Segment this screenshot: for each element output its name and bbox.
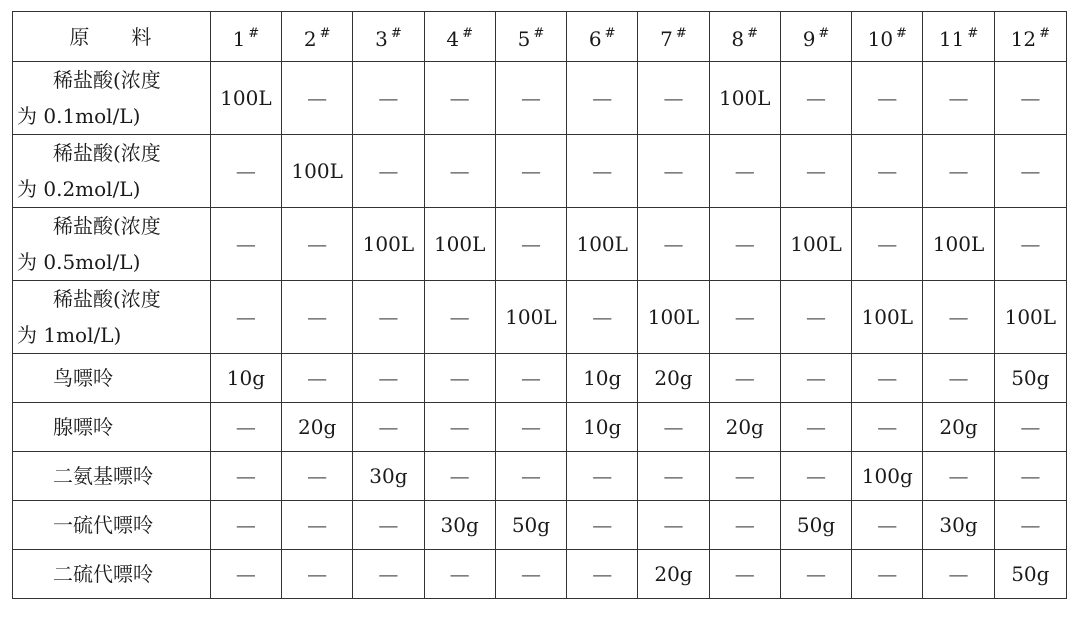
amount-cell: — [353, 403, 424, 452]
amount-cell: — [852, 208, 923, 281]
amount-cell: 20g [638, 550, 709, 599]
amount-cell: — [994, 62, 1066, 135]
amount-cell: — [709, 354, 780, 403]
amount-cell: — [282, 501, 353, 550]
amount-cell: — [567, 135, 638, 208]
amount-cell: — [567, 452, 638, 501]
amount-cell: 20g [709, 403, 780, 452]
amount-cell: 50g [994, 354, 1066, 403]
amount-cell: — [780, 550, 851, 599]
material-name-line-1: 稀盐酸(浓度 [53, 287, 161, 311]
amount-cell: — [780, 135, 851, 208]
amount-cell: — [709, 208, 780, 281]
material-name-line-1: 二硫代嘌呤 [53, 562, 153, 586]
amount-cell: 30g [424, 501, 495, 550]
amount-cell: 100L [282, 135, 353, 208]
amount-cell: 30g [353, 452, 424, 501]
amount-cell: 100L [567, 208, 638, 281]
amount-cell: — [353, 550, 424, 599]
amount-cell: 20g [638, 354, 709, 403]
amount-cell: — [495, 62, 566, 135]
amount-cell: 20g [923, 403, 994, 452]
batch-header-8: 8 # [709, 12, 780, 62]
amount-cell: — [709, 452, 780, 501]
header-material-label [13, 12, 211, 62]
amount-cell: — [353, 501, 424, 550]
amount-cell: — [495, 403, 566, 452]
amount-cell: — [638, 403, 709, 452]
material-name-line-1: 稀盐酸(浓度 [53, 214, 161, 238]
amount-cell: — [424, 62, 495, 135]
amount-cell: — [282, 550, 353, 599]
amount-cell: — [923, 452, 994, 501]
material-name-cell [13, 550, 211, 599]
table-row [13, 501, 1067, 550]
header-label-second: 料 [131, 24, 154, 49]
amount-cell: — [852, 501, 923, 550]
material-name-line-2: 为 1mol/L) [17, 323, 122, 347]
amount-cell: — [852, 135, 923, 208]
amount-cell: 100L [852, 281, 923, 354]
table-row [13, 281, 1067, 354]
amount-cell: — [495, 208, 566, 281]
amount-cell: — [780, 281, 851, 354]
table-row [13, 135, 1067, 208]
material-name-cell [13, 135, 211, 208]
amount-cell: — [495, 354, 566, 403]
amount-cell: — [638, 501, 709, 550]
table-row [13, 354, 1067, 403]
batch-header-3: 3 # [353, 12, 424, 62]
amount-cell: 100g [852, 452, 923, 501]
amount-cell: — [638, 452, 709, 501]
batch-header-1: 1 # [210, 12, 281, 62]
amount-cell: — [567, 62, 638, 135]
amount-cell: 100L [780, 208, 851, 281]
material-name-line-2: 为 0.5mol/L) [17, 250, 141, 274]
amount-cell: — [852, 354, 923, 403]
amount-cell: — [780, 403, 851, 452]
amount-cell: — [780, 452, 851, 501]
amount-cell: 100L [495, 281, 566, 354]
amount-cell: 50g [994, 550, 1066, 599]
amount-cell: — [210, 135, 281, 208]
amount-cell: — [852, 403, 923, 452]
amount-cell: — [210, 403, 281, 452]
amount-cell: — [424, 354, 495, 403]
raw-material-table [12, 11, 1067, 599]
material-name-line-1: 一硫代嘌呤 [53, 513, 153, 537]
amount-cell: — [709, 501, 780, 550]
table-row [13, 403, 1067, 452]
amount-cell: — [923, 354, 994, 403]
batch-header-9: 9 # [780, 12, 851, 62]
material-name-line-1: 稀盐酸(浓度 [53, 68, 161, 92]
table-row [13, 550, 1067, 599]
batch-header-6: 6 # [567, 12, 638, 62]
amount-cell: — [353, 281, 424, 354]
amount-cell: — [210, 501, 281, 550]
batch-header-2: 2 # [282, 12, 353, 62]
amount-cell: 50g [780, 501, 851, 550]
amount-cell: — [353, 354, 424, 403]
amount-cell: — [709, 550, 780, 599]
table-row [13, 62, 1067, 135]
amount-cell: — [210, 208, 281, 281]
amount-cell: — [424, 281, 495, 354]
amount-cell: — [495, 550, 566, 599]
table-row [13, 208, 1067, 281]
table-row [13, 452, 1067, 501]
material-name-line-1: 稀盐酸(浓度 [53, 141, 161, 165]
header-row [13, 12, 1067, 62]
amount-cell: 100L [923, 208, 994, 281]
amount-cell: — [994, 501, 1066, 550]
amount-cell: — [210, 281, 281, 354]
amount-cell: — [638, 62, 709, 135]
amount-cell: — [353, 62, 424, 135]
amount-cell: 10g [567, 354, 638, 403]
amount-cell: — [923, 62, 994, 135]
material-name-cell [13, 403, 211, 452]
amount-cell: — [638, 135, 709, 208]
material-name-cell [13, 208, 211, 281]
amount-cell: — [709, 135, 780, 208]
amount-cell: 50g [495, 501, 566, 550]
amount-cell: — [780, 62, 851, 135]
amount-cell: — [282, 354, 353, 403]
batch-header-10: 10 # [852, 12, 923, 62]
material-name-line-1: 腺嘌呤 [53, 415, 113, 439]
header-label-first: 原 [69, 24, 92, 49]
amount-cell: — [780, 354, 851, 403]
amount-cell: — [638, 208, 709, 281]
material-name-cell [13, 62, 211, 135]
amount-cell: — [994, 403, 1066, 452]
material-name-line-2: 为 0.1mol/L) [17, 104, 141, 128]
amount-cell: — [994, 135, 1066, 208]
amount-cell: — [852, 62, 923, 135]
amount-cell: 100L [210, 62, 281, 135]
amount-cell: — [210, 550, 281, 599]
amount-cell: — [923, 281, 994, 354]
amount-cell: 100L [424, 208, 495, 281]
amount-cell: 100L [994, 281, 1066, 354]
amount-cell: — [495, 452, 566, 501]
material-name-cell [13, 452, 211, 501]
amount-cell: 30g [923, 501, 994, 550]
amount-cell: 100L [638, 281, 709, 354]
amount-cell: — [567, 550, 638, 599]
material-name-line-2: 为 0.2mol/L) [17, 177, 141, 201]
amount-cell: — [424, 135, 495, 208]
batch-header-5: 5 # [495, 12, 566, 62]
amount-cell: 10g [567, 403, 638, 452]
amount-cell: — [210, 452, 281, 501]
batch-header-4: 4 # [424, 12, 495, 62]
material-name-line-1: 二氨基嘌呤 [53, 464, 153, 488]
amount-cell: 10g [210, 354, 281, 403]
material-name-line-1: 鸟嘌呤 [53, 366, 113, 390]
batch-header-12: 12 # [994, 12, 1066, 62]
batch-header-7: 7 # [638, 12, 709, 62]
amount-cell: — [852, 550, 923, 599]
material-name-cell [13, 354, 211, 403]
amount-cell: — [282, 281, 353, 354]
amount-cell: — [495, 135, 566, 208]
amount-cell: — [424, 403, 495, 452]
amount-cell: — [282, 62, 353, 135]
amount-cell: — [424, 550, 495, 599]
amount-cell: 100L [353, 208, 424, 281]
amount-cell: 100L [709, 62, 780, 135]
batch-header-11: 11 # [923, 12, 994, 62]
amount-cell: — [994, 208, 1066, 281]
table-body [13, 12, 1067, 599]
amount-cell: — [567, 501, 638, 550]
amount-cell: — [282, 208, 353, 281]
material-name-cell [13, 501, 211, 550]
amount-cell: — [709, 281, 780, 354]
amount-cell: — [923, 135, 994, 208]
amount-cell: — [994, 452, 1066, 501]
amount-cell: — [923, 550, 994, 599]
amount-cell: — [424, 452, 495, 501]
material-name-cell [13, 281, 211, 354]
amount-cell: — [353, 135, 424, 208]
amount-cell: — [567, 281, 638, 354]
amount-cell: — [282, 452, 353, 501]
amount-cell: 20g [282, 403, 353, 452]
